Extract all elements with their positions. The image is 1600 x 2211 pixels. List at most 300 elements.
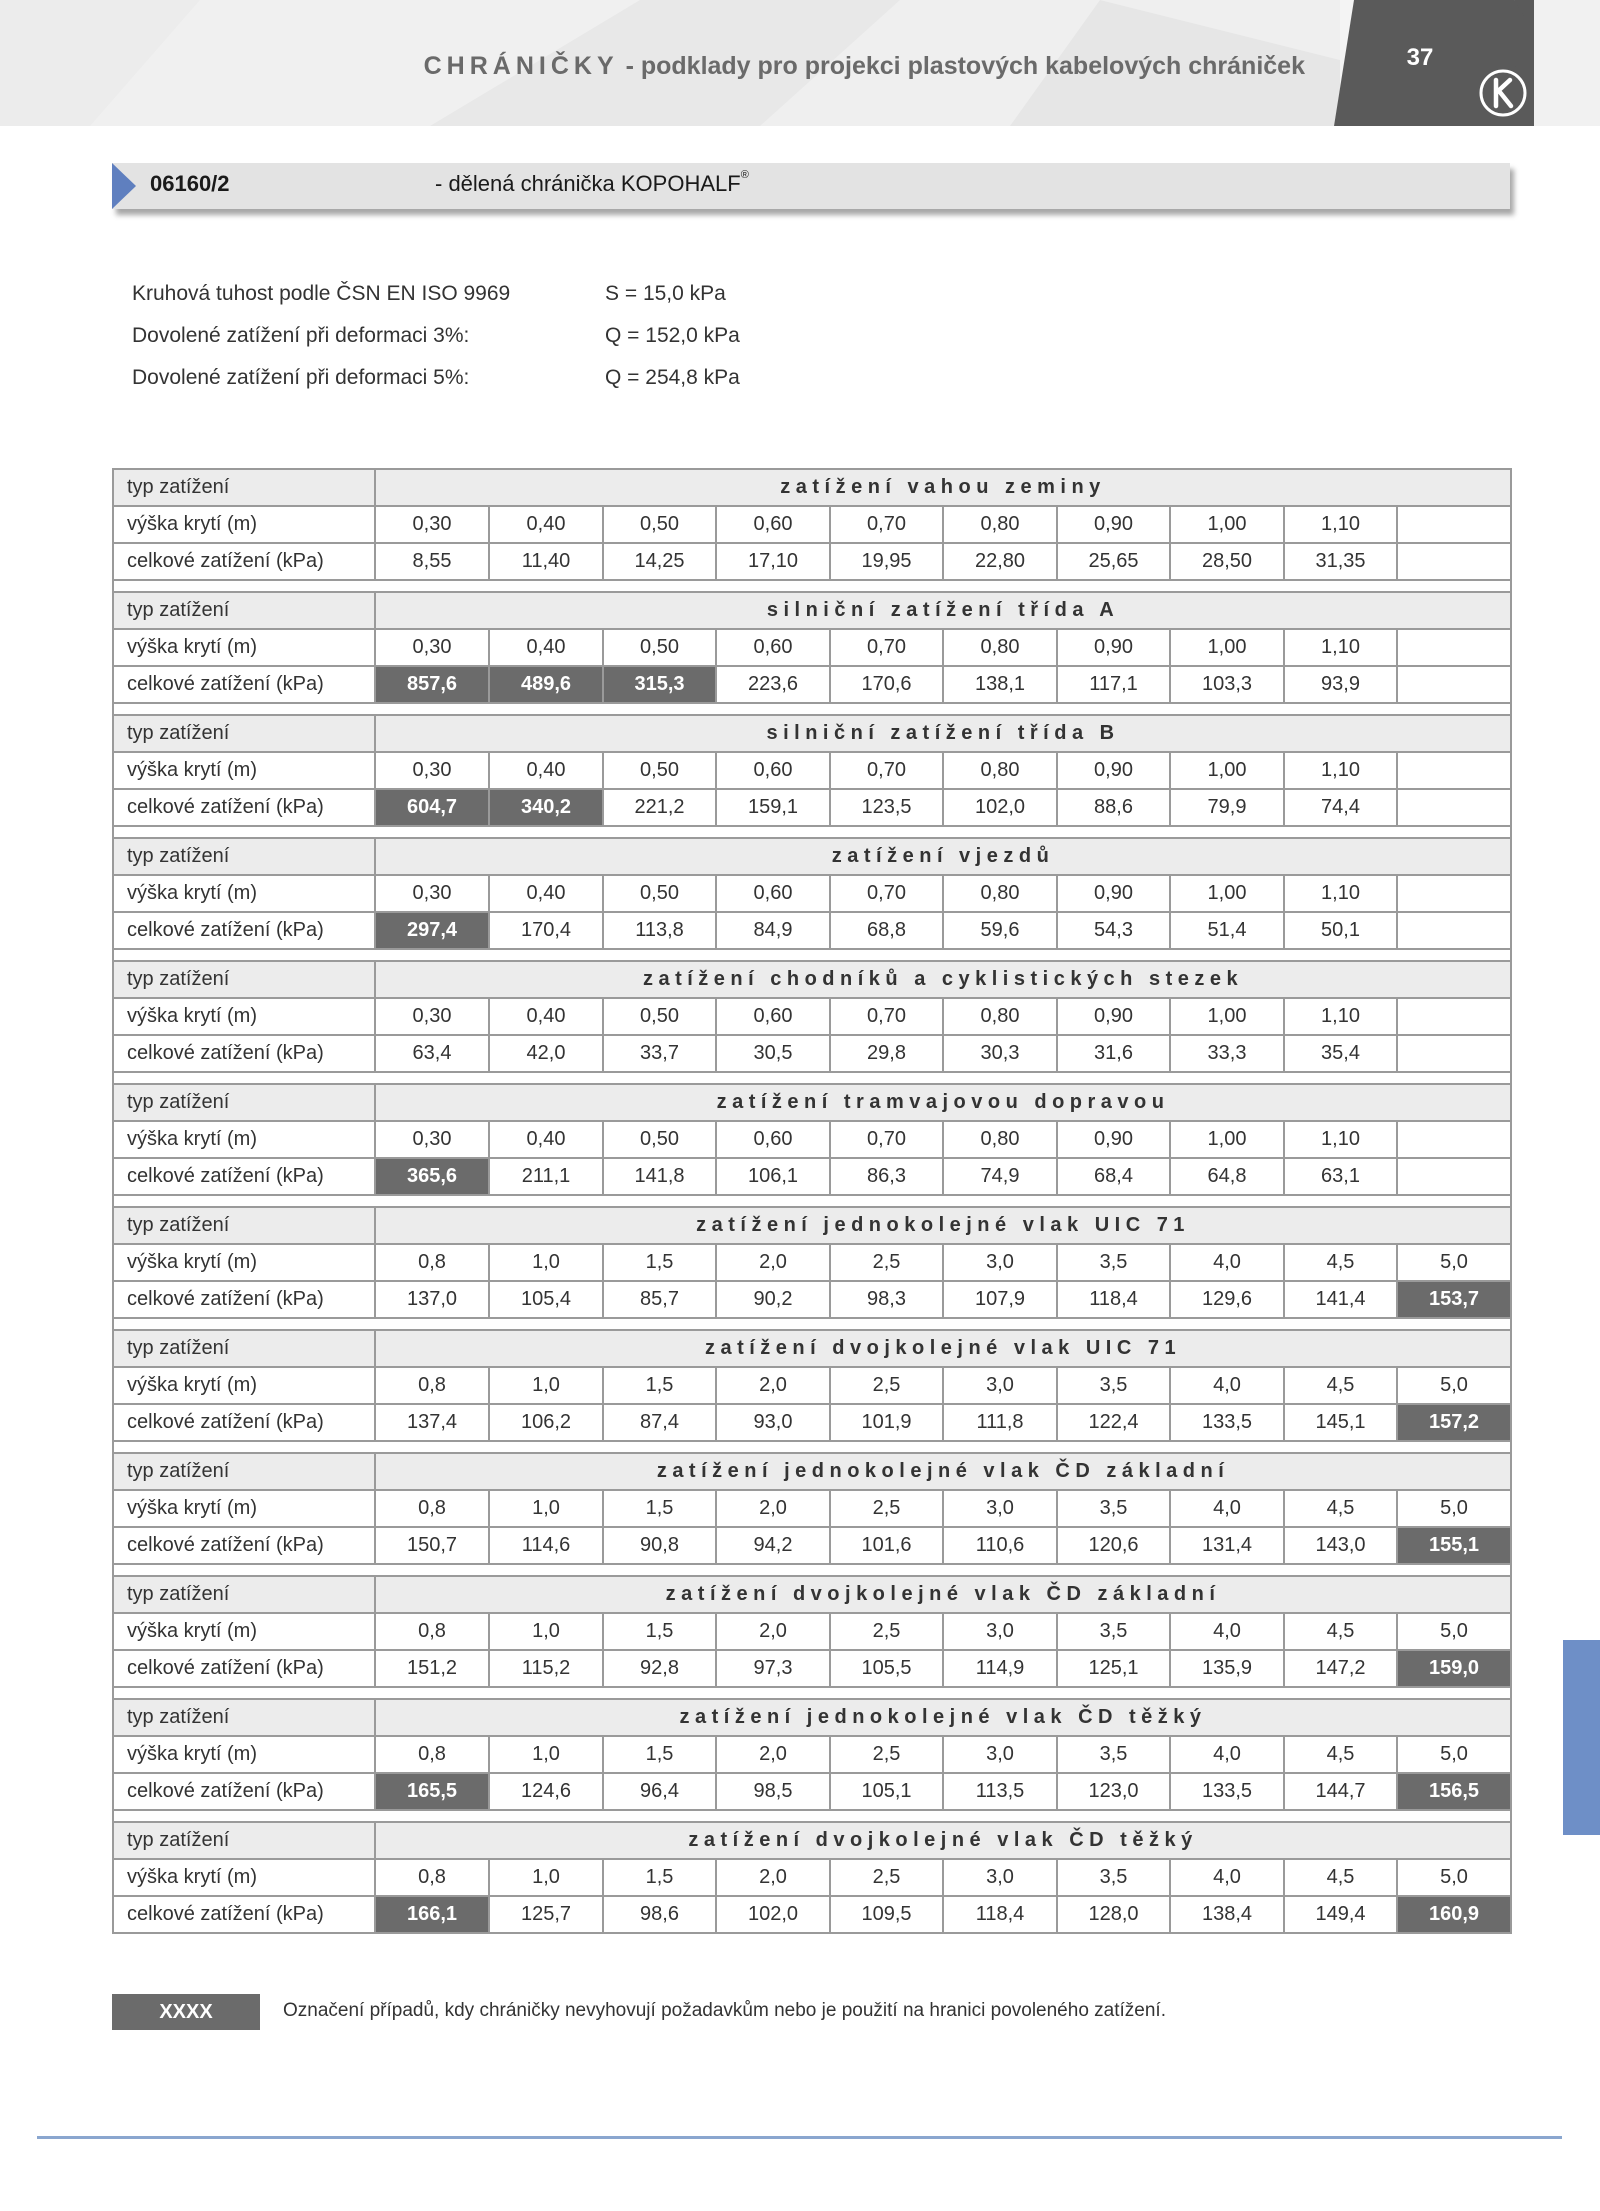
load-type-label: typ zatížení <box>113 838 375 875</box>
total-load-cell <box>1397 912 1511 949</box>
load-type-label: typ zatížení <box>113 1576 375 1613</box>
total-load-row <box>113 1404 1511 1441</box>
cover-height-row <box>113 1613 1511 1650</box>
total-load-cell: 85,7 <box>603 1281 716 1318</box>
total-load-cell: 147,2 <box>1284 1650 1397 1687</box>
total-load-row <box>113 789 1511 826</box>
total-load-cell: 64,8 <box>1170 1158 1284 1195</box>
cover-height-label: výška krytí (m) <box>113 1244 375 1281</box>
total-load-cell: 98,3 <box>830 1281 943 1318</box>
cover-height-cell: 0,80 <box>943 875 1057 912</box>
total-load-cell: 94,2 <box>716 1527 830 1564</box>
load-type-title: silniční zatížení třída B <box>375 715 1511 752</box>
cover-height-cell <box>1397 1121 1511 1158</box>
cover-height-cell: 3,0 <box>943 1367 1057 1404</box>
cover-height-cell: 1,0 <box>489 1859 603 1896</box>
cover-height-cell: 0,40 <box>489 875 603 912</box>
cover-height-label: výška krytí (m) <box>113 1490 375 1527</box>
total-load-label: celkové zatížení (kPa) <box>113 1650 375 1687</box>
total-load-cell-exceeded: 153,7 <box>1397 1281 1511 1318</box>
total-load-cell: 102,0 <box>943 789 1057 826</box>
cover-height-cell: 4,5 <box>1284 1736 1397 1773</box>
total-load-label: celkové zatížení (kPa) <box>113 1035 375 1072</box>
cover-height-cell: 1,5 <box>603 1736 716 1773</box>
total-load-cell: 74,4 <box>1284 789 1397 826</box>
cover-height-cell: 2,5 <box>830 1490 943 1527</box>
cover-height-cell: 2,5 <box>830 1736 943 1773</box>
load-type-row <box>113 961 1511 998</box>
total-load-cell: 50,1 <box>1284 912 1397 949</box>
spec-value: Q = 254,8 kPa <box>605 366 740 389</box>
total-load-cell-exceeded: 297,4 <box>375 912 489 949</box>
total-load-cell: 151,2 <box>375 1650 489 1687</box>
legend-text: Označení případů, kdy chráničky nevyhovují požadavkům nebo je použití na hranici povoleného zatížení. <box>283 2000 1166 2021</box>
cover-height-cell: 4,0 <box>1170 1367 1284 1404</box>
cover-height-cell: 0,50 <box>603 629 716 666</box>
total-load-cell-exceeded: 340,2 <box>489 789 603 826</box>
cover-height-cell: 3,0 <box>943 1244 1057 1281</box>
load-type-label: typ zatížení <box>113 1084 375 1121</box>
load-type-title: zatížení dvojkolejné vlak ČD základní <box>375 1576 1511 1613</box>
cover-height-cell: 0,50 <box>603 875 716 912</box>
cover-height-cell: 0,90 <box>1057 629 1170 666</box>
footer-line <box>37 2136 1562 2139</box>
spacer-cell <box>113 1810 1511 1822</box>
cover-height-row <box>113 506 1511 543</box>
cover-height-cell: 4,0 <box>1170 1490 1284 1527</box>
cover-height-cell: 0,30 <box>375 998 489 1035</box>
cover-height-cell: 3,5 <box>1057 1244 1170 1281</box>
total-load-cell: 101,9 <box>830 1404 943 1441</box>
cover-height-cell: 2,0 <box>716 1490 830 1527</box>
total-load-cell-exceeded: 857,6 <box>375 666 489 703</box>
total-load-cell: 96,4 <box>603 1773 716 1810</box>
cover-height-cell: 4,5 <box>1284 1490 1397 1527</box>
load-table-body <box>113 469 1511 1933</box>
total-load-row <box>113 912 1511 949</box>
load-type-label: typ zatížení <box>113 715 375 752</box>
total-load-cell-exceeded: 159,0 <box>1397 1650 1511 1687</box>
load-type-label: typ zatížení <box>113 1822 375 1859</box>
cover-height-cell: 3,5 <box>1057 1490 1170 1527</box>
cover-height-cell: 0,80 <box>943 506 1057 543</box>
load-type-title: zatížení tramvajovou dopravou <box>375 1084 1511 1121</box>
cover-height-cell: 1,00 <box>1170 506 1284 543</box>
total-load-cell: 86,3 <box>830 1158 943 1195</box>
cover-height-cell: 0,8 <box>375 1859 489 1896</box>
cover-height-cell: 0,80 <box>943 752 1057 789</box>
total-load-cell: 33,7 <box>603 1035 716 1072</box>
load-type-title: zatížení vahou zeminy <box>375 469 1511 506</box>
cover-height-cell: 5,0 <box>1397 1736 1511 1773</box>
cover-height-cell: 2,0 <box>716 1613 830 1650</box>
total-load-label: celkové zatížení (kPa) <box>113 1773 375 1810</box>
cover-height-cell: 1,00 <box>1170 998 1284 1035</box>
cover-height-row <box>113 998 1511 1035</box>
cover-height-cell: 0,60 <box>716 875 830 912</box>
cover-height-cell: 0,30 <box>375 1121 489 1158</box>
cover-height-cell: 1,10 <box>1284 629 1397 666</box>
cover-height-cell: 0,8 <box>375 1613 489 1650</box>
page-number: 37 <box>1406 44 1434 71</box>
total-load-row <box>113 1158 1511 1195</box>
cover-height-cell: 3,0 <box>943 1490 1057 1527</box>
load-type-row <box>113 1576 1511 1613</box>
cover-height-cell <box>1397 752 1511 789</box>
total-load-cell: 93,9 <box>1284 666 1397 703</box>
cover-height-cell: 0,40 <box>489 506 603 543</box>
total-load-cell: 11,40 <box>489 543 603 580</box>
total-load-cell: 114,9 <box>943 1650 1057 1687</box>
cover-height-cell: 0,50 <box>603 998 716 1035</box>
total-load-cell: 113,8 <box>603 912 716 949</box>
total-load-cell <box>1397 1158 1511 1195</box>
total-load-cell: 31,6 <box>1057 1035 1170 1072</box>
total-load-row <box>113 666 1511 703</box>
total-load-cell: 105,1 <box>830 1773 943 1810</box>
cover-height-label: výška krytí (m) <box>113 506 375 543</box>
load-type-row <box>113 1822 1511 1859</box>
cover-height-cell: 3,0 <box>943 1613 1057 1650</box>
cover-height-cell <box>1397 875 1511 912</box>
total-load-cell: 90,8 <box>603 1527 716 1564</box>
cover-height-cell: 0,60 <box>716 752 830 789</box>
total-load-cell: 88,6 <box>1057 789 1170 826</box>
spec-value: S = 15,0 kPa <box>605 282 726 305</box>
cover-height-cell: 1,10 <box>1284 998 1397 1035</box>
total-load-cell <box>1397 543 1511 580</box>
section-spacer <box>113 1687 1511 1699</box>
total-load-cell: 141,4 <box>1284 1281 1397 1318</box>
load-type-title: zatížení dvojkolejné vlak ČD těžký <box>375 1822 1511 1859</box>
cover-height-cell: 1,0 <box>489 1736 603 1773</box>
cover-height-cell: 0,80 <box>943 1121 1057 1158</box>
cover-height-cell: 0,8 <box>375 1244 489 1281</box>
total-load-cell: 30,3 <box>943 1035 1057 1072</box>
cover-height-cell: 0,80 <box>943 998 1057 1035</box>
total-load-cell: 150,7 <box>375 1527 489 1564</box>
cover-height-cell: 0,30 <box>375 875 489 912</box>
load-type-row <box>113 1699 1511 1736</box>
spacer-cell <box>113 580 1511 592</box>
total-load-cell: 103,3 <box>1170 666 1284 703</box>
total-load-cell: 106,2 <box>489 1404 603 1441</box>
cover-height-label: výška krytí (m) <box>113 875 375 912</box>
load-type-label: typ zatížení <box>113 1699 375 1736</box>
total-load-cell: 105,4 <box>489 1281 603 1318</box>
total-load-cell: 137,4 <box>375 1404 489 1441</box>
cover-height-cell: 2,5 <box>830 1859 943 1896</box>
cover-height-cell: 0,40 <box>489 998 603 1035</box>
cover-height-cell: 5,0 <box>1397 1367 1511 1404</box>
section-spacer <box>113 1195 1511 1207</box>
cover-height-row <box>113 1859 1511 1896</box>
total-load-cell: 113,5 <box>943 1773 1057 1810</box>
total-load-cell: 63,1 <box>1284 1158 1397 1195</box>
section-spacer <box>113 1810 1511 1822</box>
total-load-cell: 223,6 <box>716 666 830 703</box>
total-load-cell: 97,3 <box>716 1650 830 1687</box>
cover-height-cell: 1,0 <box>489 1367 603 1404</box>
cover-height-cell: 0,90 <box>1057 875 1170 912</box>
cover-height-row <box>113 1736 1511 1773</box>
total-load-cell: 128,0 <box>1057 1896 1170 1933</box>
spec-label: Kruhová tuhost podle ČSN EN ISO 9969 <box>132 282 511 305</box>
cover-height-cell: 0,60 <box>716 1121 830 1158</box>
cover-height-label: výška krytí (m) <box>113 752 375 789</box>
total-load-row <box>113 1527 1511 1564</box>
cover-height-cell: 0,30 <box>375 629 489 666</box>
spacer-cell <box>113 1564 1511 1576</box>
total-load-cell: 125,1 <box>1057 1650 1170 1687</box>
cover-height-label: výška krytí (m) <box>113 1736 375 1773</box>
total-load-cell: 31,35 <box>1284 543 1397 580</box>
page-badge <box>1334 0 1600 126</box>
total-load-cell: 135,9 <box>1170 1650 1284 1687</box>
total-load-cell: 98,5 <box>716 1773 830 1810</box>
load-type-label: typ zatížení <box>113 1453 375 1490</box>
total-load-cell: 118,4 <box>943 1896 1057 1933</box>
cover-height-label: výška krytí (m) <box>113 1121 375 1158</box>
load-type-row <box>113 1453 1511 1490</box>
total-load-cell-exceeded: 165,5 <box>375 1773 489 1810</box>
total-load-cell: 19,95 <box>830 543 943 580</box>
cover-height-cell: 0,70 <box>830 752 943 789</box>
cover-height-label: výška krytí (m) <box>113 1367 375 1404</box>
load-type-label: typ zatížení <box>113 592 375 629</box>
cover-height-cell <box>1397 506 1511 543</box>
cover-height-cell: 1,5 <box>603 1490 716 1527</box>
total-load-cell: 149,4 <box>1284 1896 1397 1933</box>
cover-height-cell: 1,0 <box>489 1244 603 1281</box>
total-load-cell <box>1397 789 1511 826</box>
total-load-cell: 98,6 <box>603 1896 716 1933</box>
cover-height-cell: 2,0 <box>716 1244 830 1281</box>
total-load-cell: 118,4 <box>1057 1281 1170 1318</box>
section-spacer <box>113 1072 1511 1084</box>
total-load-row <box>113 1773 1511 1810</box>
cover-height-cell: 0,70 <box>830 875 943 912</box>
spacer-cell <box>113 949 1511 961</box>
total-load-cell: 101,6 <box>830 1527 943 1564</box>
total-load-cell: 109,5 <box>830 1896 943 1933</box>
load-type-row <box>113 592 1511 629</box>
total-load-label: celkové zatížení (kPa) <box>113 1527 375 1564</box>
side-tab <box>1563 1640 1600 1835</box>
cover-height-cell: 5,0 <box>1397 1859 1511 1896</box>
total-load-cell: 51,4 <box>1170 912 1284 949</box>
cover-height-cell: 0,70 <box>830 506 943 543</box>
cover-height-cell: 5,0 <box>1397 1490 1511 1527</box>
total-load-row <box>113 1896 1511 1933</box>
spacer-cell <box>113 1195 1511 1207</box>
total-load-cell-exceeded: 156,5 <box>1397 1773 1511 1810</box>
cover-height-cell: 0,80 <box>943 629 1057 666</box>
load-type-title: zatížení jednokolejné vlak UIC 71 <box>375 1207 1511 1244</box>
product-name-text: - dělená chránička KOPOHALF <box>435 171 741 196</box>
total-load-cell: 107,9 <box>943 1281 1057 1318</box>
load-type-label: typ zatížení <box>113 961 375 998</box>
total-load-cell: 133,5 <box>1170 1773 1284 1810</box>
cover-height-cell: 1,10 <box>1284 506 1397 543</box>
cover-height-cell: 2,0 <box>716 1367 830 1404</box>
total-load-cell: 74,9 <box>943 1158 1057 1195</box>
load-type-label: typ zatížení <box>113 469 375 506</box>
cover-height-cell: 1,0 <box>489 1490 603 1527</box>
registered-mark: ® <box>740 169 749 181</box>
load-type-label: typ zatížení <box>113 1330 375 1367</box>
cover-height-cell: 0,30 <box>375 506 489 543</box>
legend-sample: XXXX <box>112 1994 260 2030</box>
total-load-cell: 145,1 <box>1284 1404 1397 1441</box>
total-load-cell: 14,25 <box>603 543 716 580</box>
cover-height-cell: 3,5 <box>1057 1736 1170 1773</box>
cover-height-cell <box>1397 629 1511 666</box>
cover-height-cell: 0,30 <box>375 752 489 789</box>
total-load-cell: 35,4 <box>1284 1035 1397 1072</box>
spec-value: Q = 152,0 kPa <box>605 324 740 347</box>
cover-height-cell: 3,5 <box>1057 1367 1170 1404</box>
cover-height-cell: 4,0 <box>1170 1244 1284 1281</box>
total-load-cell: 170,6 <box>830 666 943 703</box>
total-load-cell: 29,8 <box>830 1035 943 1072</box>
total-load-cell-exceeded: 155,1 <box>1397 1527 1511 1564</box>
cover-height-cell: 0,40 <box>489 1121 603 1158</box>
cover-height-cell: 0,90 <box>1057 506 1170 543</box>
load-type-row <box>113 1330 1511 1367</box>
cover-height-cell: 4,5 <box>1284 1613 1397 1650</box>
cover-height-row <box>113 1490 1511 1527</box>
total-load-label: celkové zatížení (kPa) <box>113 912 375 949</box>
section-spacer <box>113 1318 1511 1330</box>
total-load-cell: 143,0 <box>1284 1527 1397 1564</box>
load-type-title: zatížení jednokolejné vlak ČD těžký <box>375 1699 1511 1736</box>
cover-height-label: výška krytí (m) <box>113 1859 375 1896</box>
cover-height-cell: 1,10 <box>1284 875 1397 912</box>
load-type-row <box>113 715 1511 752</box>
section-spacer <box>113 1564 1511 1576</box>
total-load-cell-exceeded: 160,9 <box>1397 1896 1511 1933</box>
cover-height-cell: 3,5 <box>1057 1613 1170 1650</box>
spacer-cell <box>113 1318 1511 1330</box>
spacer-cell <box>113 703 1511 715</box>
total-load-cell: 129,6 <box>1170 1281 1284 1318</box>
cover-height-cell: 0,90 <box>1057 752 1170 789</box>
cover-height-cell: 3,0 <box>943 1736 1057 1773</box>
total-load-cell: 138,1 <box>943 666 1057 703</box>
total-load-cell: 110,6 <box>943 1527 1057 1564</box>
cover-height-cell: 4,0 <box>1170 1859 1284 1896</box>
section-spacer <box>113 580 1511 592</box>
product-bar <box>112 163 1510 209</box>
total-load-cell: 68,8 <box>830 912 943 949</box>
cover-height-cell: 5,0 <box>1397 1244 1511 1281</box>
load-table <box>112 468 1512 1934</box>
cover-height-cell: 1,00 <box>1170 1121 1284 1158</box>
total-load-cell: 115,2 <box>489 1650 603 1687</box>
total-load-cell: 159,1 <box>716 789 830 826</box>
total-load-cell-exceeded: 489,6 <box>489 666 603 703</box>
section-spacer <box>113 826 1511 838</box>
total-load-row <box>113 543 1511 580</box>
cover-height-cell: 4,5 <box>1284 1367 1397 1404</box>
total-load-cell: 93,0 <box>716 1404 830 1441</box>
total-load-cell: 90,2 <box>716 1281 830 1318</box>
load-type-row <box>113 1207 1511 1244</box>
total-load-cell: 92,8 <box>603 1650 716 1687</box>
product-code: 06160/2 <box>150 171 230 196</box>
load-type-title: zatížení vjezdů <box>375 838 1511 875</box>
cover-height-cell: 1,5 <box>603 1244 716 1281</box>
total-load-cell: 102,0 <box>716 1896 830 1933</box>
total-load-label: celkové zatížení (kPa) <box>113 1896 375 1933</box>
section-spacer <box>113 703 1511 715</box>
cover-height-cell: 0,60 <box>716 629 830 666</box>
cover-height-cell: 4,5 <box>1284 1859 1397 1896</box>
cover-height-cell: 4,5 <box>1284 1244 1397 1281</box>
total-load-cell: 8,55 <box>375 543 489 580</box>
cover-height-cell: 2,0 <box>716 1736 830 1773</box>
total-load-cell: 137,0 <box>375 1281 489 1318</box>
total-load-cell: 117,1 <box>1057 666 1170 703</box>
spec-label: Dovolené zatížení při deformaci 5%: <box>132 366 470 389</box>
cover-height-cell: 0,60 <box>716 506 830 543</box>
total-load-cell: 59,6 <box>943 912 1057 949</box>
total-load-cell: 33,3 <box>1170 1035 1284 1072</box>
product-name <box>435 171 749 197</box>
spacer-cell <box>113 826 1511 838</box>
total-load-cell: 42,0 <box>489 1035 603 1072</box>
section-spacer <box>113 949 1511 961</box>
total-load-label: celkové zatížení (kPa) <box>113 1158 375 1195</box>
total-load-cell: 114,6 <box>489 1527 603 1564</box>
load-type-label: typ zatížení <box>113 1207 375 1244</box>
total-load-row <box>113 1281 1511 1318</box>
cover-height-cell: 0,70 <box>830 629 943 666</box>
cover-height-cell: 1,5 <box>603 1613 716 1650</box>
cover-height-cell: 2,5 <box>830 1367 943 1404</box>
load-type-title: zatížení chodníků a cyklistických stezek <box>375 961 1511 998</box>
total-load-cell: 79,9 <box>1170 789 1284 826</box>
cover-height-cell: 0,8 <box>375 1490 489 1527</box>
total-load-cell: 123,5 <box>830 789 943 826</box>
total-load-cell: 221,2 <box>603 789 716 826</box>
cover-height-cell: 1,00 <box>1170 875 1284 912</box>
section-spacer <box>113 1441 1511 1453</box>
total-load-cell-exceeded: 166,1 <box>375 1896 489 1933</box>
total-load-cell: 124,6 <box>489 1773 603 1810</box>
total-load-cell-exceeded: 365,6 <box>375 1158 489 1195</box>
cover-height-cell <box>1397 998 1511 1035</box>
total-load-cell: 144,7 <box>1284 1773 1397 1810</box>
total-load-cell: 87,4 <box>603 1404 716 1441</box>
total-load-label: celkové zatížení (kPa) <box>113 1404 375 1441</box>
load-type-title: zatížení jednokolejné vlak ČD základní <box>375 1453 1511 1490</box>
cover-height-cell: 5,0 <box>1397 1613 1511 1650</box>
total-load-cell-exceeded: 157,2 <box>1397 1404 1511 1441</box>
spacer-cell <box>113 1687 1511 1699</box>
total-load-cell: 30,5 <box>716 1035 830 1072</box>
arrow-right-icon <box>112 163 136 209</box>
cover-height-cell: 0,70 <box>830 1121 943 1158</box>
spacer-cell <box>113 1441 1511 1453</box>
cover-height-row <box>113 629 1511 666</box>
total-load-cell: 133,5 <box>1170 1404 1284 1441</box>
cover-height-cell: 2,5 <box>830 1244 943 1281</box>
cover-height-cell: 4,0 <box>1170 1613 1284 1650</box>
company-logo-icon <box>1478 68 1528 118</box>
cover-height-cell: 1,00 <box>1170 629 1284 666</box>
